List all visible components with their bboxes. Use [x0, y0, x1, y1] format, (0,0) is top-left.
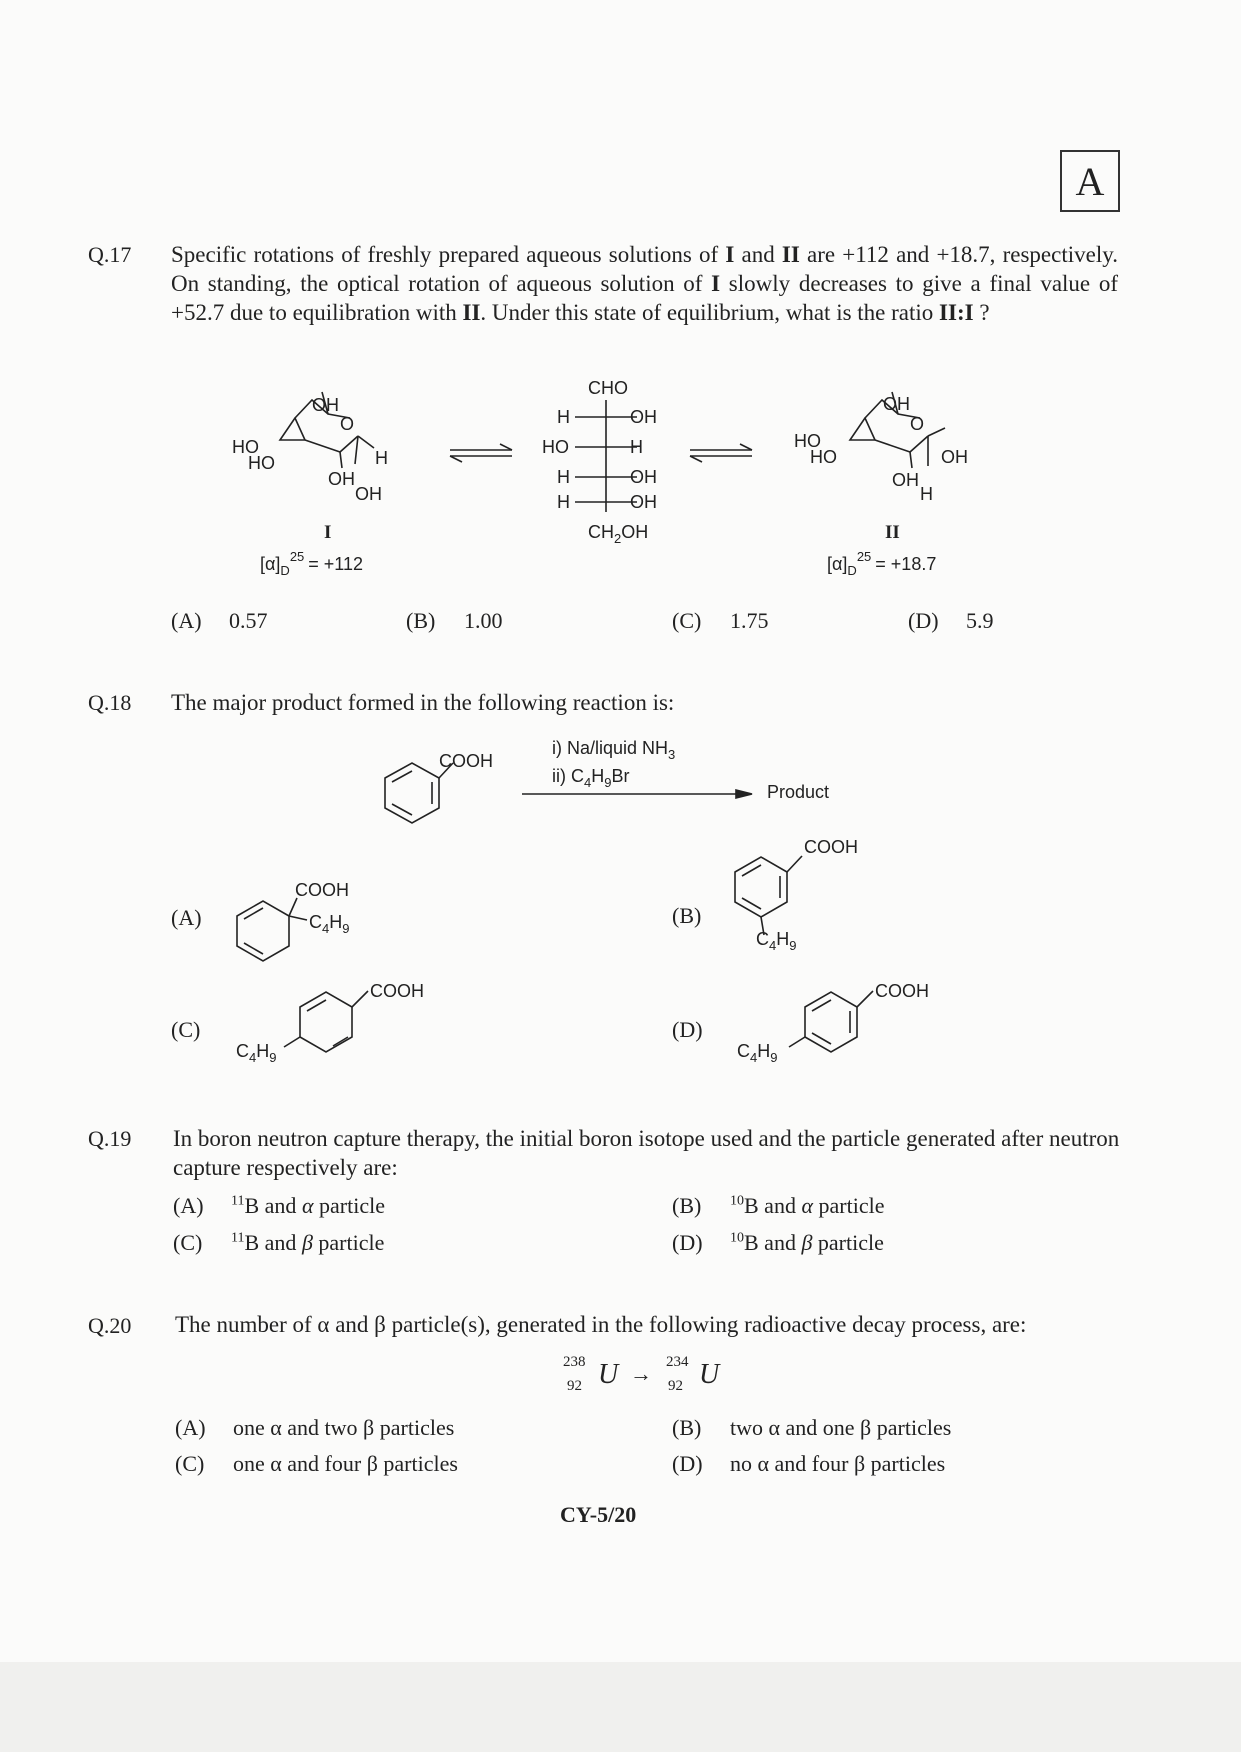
fischer-left: H [557, 492, 570, 512]
option-text: particle [313, 1193, 385, 1218]
atomic-number-left: 92 [567, 1378, 582, 1394]
q18-option-d-structure [735, 975, 965, 1070]
fischer-right: OH [630, 467, 657, 487]
equilibrium-arrow-1 [450, 444, 512, 462]
q17-number: Q.17 [88, 242, 132, 267]
II-ring-oxygen: O [910, 414, 925, 434]
q17-stem-part: slowly decreases to give a final value of +52.7 due to equilibration with [171, 271, 1118, 325]
II-group: OH [883, 394, 910, 414]
isotope-mass: 11 [231, 1230, 245, 1246]
fischer-left: H [557, 407, 570, 427]
II-label: II [885, 522, 900, 543]
option-label: (D) [908, 608, 939, 633]
II-rotation: $[\alpha]_D^{25} = +18.7$ [827, 549, 937, 578]
option-text: particle [312, 1230, 385, 1255]
I-group: OH [355, 484, 382, 504]
option-text: particle [813, 1193, 885, 1218]
uranium-symbol-left: U [598, 1359, 619, 1390]
option-label: (B) [672, 903, 702, 928]
q19-option-d[interactable] [672, 1230, 884, 1256]
q18-option-a[interactable] [171, 905, 229, 931]
q18-stem: The major product formed in the following reaction is: [171, 690, 675, 715]
option-label: (A) [171, 608, 202, 633]
atomic-number-right: 92 [668, 1378, 683, 1394]
reactant-group: COOH [439, 751, 493, 771]
fischer-right: OH [630, 407, 657, 427]
option-d-alkyl: $C_4H_9$ [737, 1041, 778, 1065]
product-label: Product [767, 782, 830, 802]
particle-symbol: β [801, 1230, 813, 1255]
q18-option-b-structure [720, 825, 910, 960]
fischer-right: OH [630, 492, 657, 512]
option-text: B and [244, 1230, 302, 1255]
fischer-right: H [630, 437, 643, 457]
q17-stem-bold: II [781, 242, 800, 267]
option-label: (C) [672, 608, 702, 633]
option-c-group: COOH [370, 981, 424, 1001]
q17-stem-part: Specific rotations of freshly prepared aqueous solutions of [171, 242, 726, 267]
I-label: I [324, 522, 332, 543]
I-group: HO [248, 453, 275, 473]
option-label: (A) [173, 1193, 204, 1218]
particle-symbol: β [301, 1230, 313, 1255]
option-label: (A) [171, 905, 202, 930]
option-text: B and [744, 1193, 802, 1218]
q20-option-a[interactable] [175, 1415, 454, 1441]
fischer-left: H [557, 467, 570, 487]
q19-option-c[interactable] [173, 1230, 384, 1256]
q19-number: Q.19 [88, 1126, 132, 1151]
option-text: 5.9 [966, 608, 994, 633]
equilibrium-arrow-2 [690, 444, 752, 462]
q17-option-d[interactable] [908, 608, 994, 634]
q17-stem-part: and [734, 242, 782, 267]
q17-stem-part: are +112 and +18.7, respectively. On standing, the optical rotation of aqueous solution of [171, 242, 1118, 296]
option-text: 0.57 [229, 608, 268, 633]
q20-option-d[interactable] [672, 1451, 945, 1477]
II-group: OH [892, 470, 919, 490]
isotope-mass: 11 [231, 1193, 245, 1209]
isotope-mass: 10 [730, 1230, 744, 1246]
option-text: particle [812, 1230, 884, 1255]
uranium-symbol-right: U [699, 1359, 720, 1390]
option-label: (C) [173, 1230, 203, 1255]
q18-option-c[interactable] [171, 1017, 229, 1043]
option-b-alkyl: $C_4H_9$ [756, 929, 797, 953]
option-text: 1.75 [730, 608, 769, 633]
option-a-alkyl: $C_4H_9$ [309, 912, 350, 936]
page-bottom-edge [0, 1662, 1241, 1752]
page-footer: CY-5/20 [560, 1502, 637, 1527]
II-group: HO [794, 431, 821, 451]
particle-symbol: α [801, 1193, 814, 1218]
option-text: B and [744, 1230, 802, 1255]
option-label: (B) [406, 608, 436, 633]
q20-option-c[interactable] [175, 1451, 458, 1477]
q18-option-c-structure [230, 975, 460, 1070]
reagent-1: i) Na/liquid $NH_3$ [552, 738, 676, 762]
q17-option-c[interactable] [672, 608, 769, 634]
q17-stem-bold: II:I [939, 300, 974, 325]
option-c-alkyl: $C_4H_9$ [236, 1041, 277, 1065]
question-set-label: A [1060, 150, 1120, 212]
I-ring-oxygen: O [340, 414, 355, 434]
q18-option-d[interactable] [672, 1017, 730, 1043]
option-a-group: COOH [295, 880, 349, 900]
decay-arrow: → [630, 1361, 652, 1386]
q20-number: Q.20 [88, 1313, 132, 1338]
option-text: one α and four β particles [233, 1451, 458, 1476]
I-group: OH [328, 469, 355, 489]
q20-stem: The number of α and β particle(s), generated in the following radioactive decay process, are: [175, 1312, 1027, 1337]
option-text: one α and two β particles [233, 1415, 455, 1440]
option-label: (A) [175, 1415, 206, 1440]
q17-stem-bold: I [711, 271, 721, 296]
q17-stem-part: . Under this state of equilibrium, what is the ratio [480, 300, 940, 325]
II-group: HO [810, 447, 837, 467]
reactant-benzoic-acid [385, 751, 493, 823]
particle-symbol: α [301, 1193, 314, 1218]
II-group: OH [941, 447, 968, 467]
option-b-group: COOH [804, 837, 858, 857]
q19-option-a[interactable] [173, 1193, 385, 1219]
q17-glucose-scheme [150, 370, 1150, 590]
I-group: OH [312, 395, 339, 415]
option-label: (B) [672, 1193, 702, 1218]
q17-stem-bold: II [462, 300, 481, 325]
II-group: H [920, 484, 933, 504]
option-label: (D) [672, 1451, 703, 1476]
option-label: (C) [175, 1451, 205, 1476]
q18-reaction [340, 730, 880, 840]
option-text: no α and four β particles [730, 1451, 946, 1476]
I-group: H [375, 448, 388, 468]
option-label: (D) [672, 1017, 703, 1042]
option-d-group: COOH [875, 981, 929, 1001]
structure-II [794, 392, 968, 578]
option-text: two α and one β particles [730, 1415, 952, 1440]
option-text: B and [244, 1193, 302, 1218]
q17-option-b[interactable] [406, 608, 503, 634]
option-text: 1.00 [464, 608, 503, 633]
structure-I [232, 392, 388, 578]
option-label: (D) [672, 1230, 703, 1255]
fischer-top: CHO [588, 378, 628, 398]
q17-stem [171, 240, 1118, 327]
I-rotation: $[\alpha]_D^{25} = +112$ [260, 549, 364, 578]
q19-stem: In boron neutron capture therapy, the initial boron isotope used and the particle generated after neutron capture respectively are: [173, 1126, 1120, 1180]
reagent-2: ii) $C_4H_9Br$ [552, 766, 630, 790]
mass-number-left: 238 [563, 1354, 586, 1370]
q17-stem-part: ? [973, 300, 990, 325]
option-label: (C) [171, 1017, 201, 1042]
mass-number-right: 234 [666, 1354, 689, 1370]
q17-stem-bold: I [725, 242, 735, 267]
option-label: (B) [672, 1415, 702, 1440]
I-group: HO [232, 437, 259, 457]
fischer-projection [542, 378, 657, 546]
q19-option-b[interactable] [672, 1193, 884, 1219]
q20-decay-equation [550, 1348, 750, 1398]
q20-option-b[interactable] [672, 1415, 951, 1441]
fischer-left: HO [542, 437, 569, 457]
q18-number: Q.18 [88, 690, 132, 715]
q17-option-a[interactable] [171, 608, 268, 634]
q18-option-a-structure [225, 860, 405, 970]
isotope-mass: 10 [730, 1193, 744, 1209]
fischer-bottom: $CH_2OH$ [588, 522, 649, 546]
